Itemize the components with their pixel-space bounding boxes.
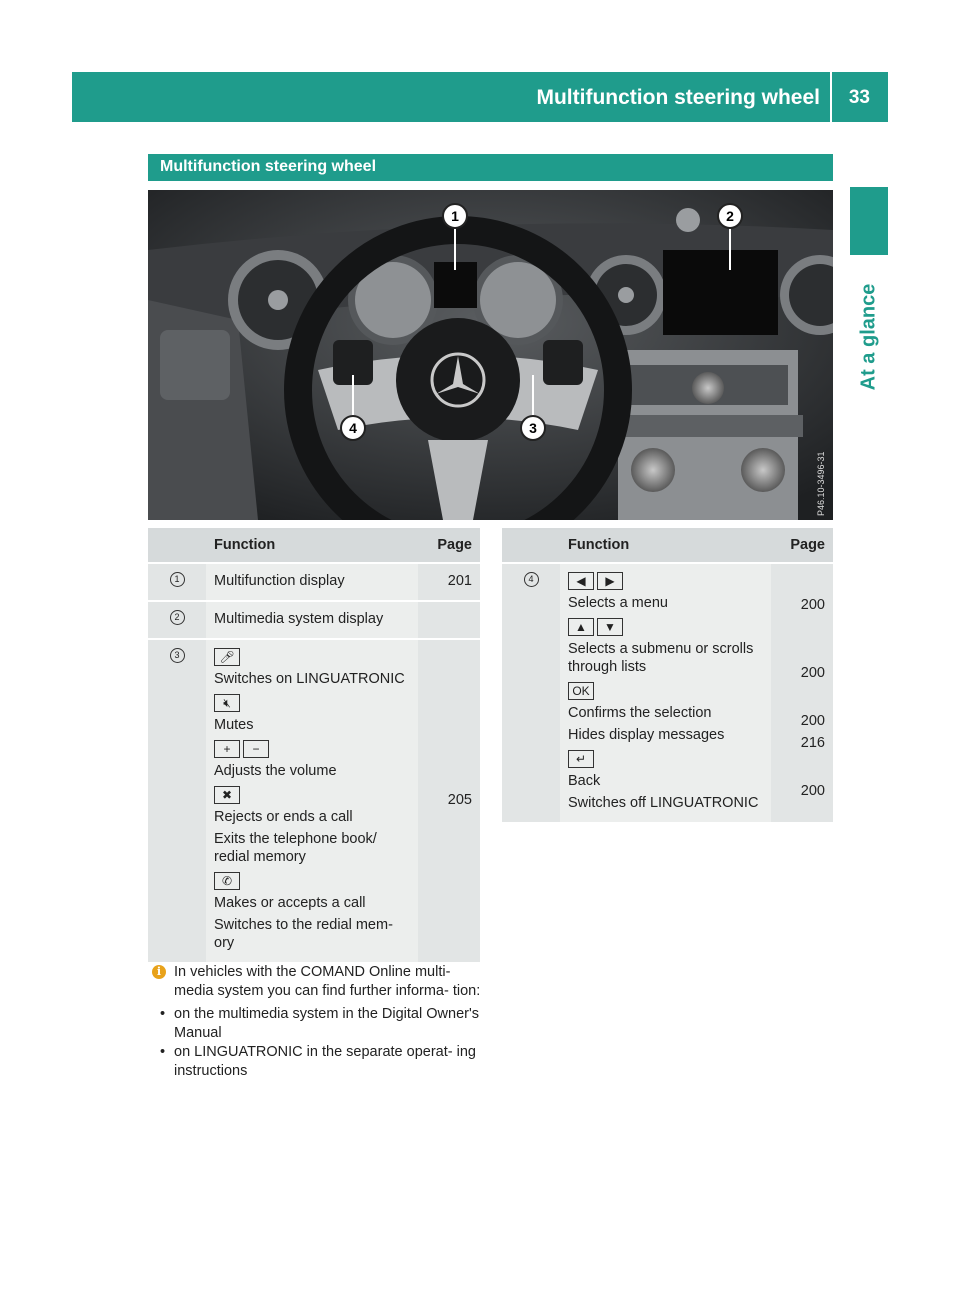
page-ref: 200 bbox=[800, 665, 825, 681]
function-text: Switches to the redial mem- ory bbox=[214, 917, 393, 951]
column-page: Page bbox=[418, 528, 480, 563]
table-row bbox=[148, 601, 480, 639]
function-text: Multimedia system display bbox=[214, 611, 384, 627]
steering-wheel-photo bbox=[148, 190, 833, 520]
function-text: Rejects or ends a call bbox=[214, 809, 353, 825]
back-icon: ↵ bbox=[568, 750, 594, 768]
info-note bbox=[152, 963, 482, 1081]
phone-icon: ✆ bbox=[214, 872, 240, 890]
table-row bbox=[148, 639, 480, 962]
photo-code: P46.10-3496-31 bbox=[816, 451, 826, 516]
page-ref: 200 bbox=[800, 783, 825, 799]
callout-2 bbox=[718, 204, 742, 228]
ok-icon: OK bbox=[568, 682, 594, 700]
note-text: In vehicles with the COMAND Online multi- media system you can find further informa- tion: bbox=[174, 964, 481, 999]
mic-icon: 🎤︎ bbox=[214, 648, 240, 666]
svg-text:2: 2 bbox=[726, 208, 734, 224]
function-text: Mutes bbox=[214, 717, 254, 733]
function-table-right bbox=[502, 528, 833, 822]
page-ref: 201 bbox=[447, 573, 472, 589]
page-ref: 200 bbox=[800, 597, 825, 613]
right-arrow-icon: ▶ bbox=[597, 572, 623, 590]
side-tab-label: At a glance bbox=[857, 283, 880, 391]
header-title: Multifunction steering wheel bbox=[536, 86, 820, 109]
left-arrow-icon: ◀ bbox=[568, 572, 594, 590]
mute-icon: 🔇︎ bbox=[214, 694, 240, 712]
function-text: Adjusts the volume bbox=[214, 763, 337, 779]
svg-text:4: 4 bbox=[349, 420, 357, 436]
header-divider bbox=[830, 72, 832, 122]
svg-text:1: 1 bbox=[451, 208, 459, 224]
function-text: Selects a menu bbox=[568, 595, 668, 611]
page-ref: 200 bbox=[800, 713, 825, 729]
info-icon: i bbox=[152, 965, 166, 979]
function-text: Hides display messages bbox=[568, 727, 725, 743]
up-arrow-icon: ▲ bbox=[568, 618, 594, 636]
page-ref: 216 bbox=[800, 735, 825, 751]
callout-3 bbox=[521, 416, 545, 440]
page-header bbox=[72, 72, 888, 122]
function-text: Confirms the selection bbox=[568, 705, 712, 721]
steering-wheel-illustration bbox=[148, 190, 833, 520]
phone-hangup-icon: ✖ bbox=[214, 786, 240, 804]
callout-1 bbox=[443, 204, 467, 228]
section-header bbox=[148, 154, 833, 181]
note-list bbox=[168, 1005, 482, 1081]
table-row bbox=[148, 563, 480, 601]
section-title: Multifunction steering wheel bbox=[160, 158, 377, 175]
callout-number: 2 bbox=[170, 610, 185, 625]
callout-number: 3 bbox=[170, 648, 185, 663]
minus-icon: − bbox=[243, 740, 269, 758]
function-text: Switches off LINGUATRONIC bbox=[568, 795, 759, 811]
callout-number: 4 bbox=[524, 572, 539, 587]
plus-icon: + bbox=[214, 740, 240, 758]
list-item: • on the multimedia system in the Digital Owner's Manual bbox=[174, 1005, 482, 1043]
callout-4 bbox=[341, 416, 365, 440]
table-row bbox=[502, 563, 833, 822]
side-tab bbox=[850, 187, 888, 255]
column-page: Page bbox=[771, 528, 833, 563]
function-text: Selects a submenu or scrolls through lists bbox=[568, 641, 754, 675]
down-arrow-icon: ▼ bbox=[597, 618, 623, 636]
svg-text:3: 3 bbox=[529, 420, 537, 436]
function-table-left bbox=[148, 528, 480, 962]
callout-number: 1 bbox=[170, 572, 185, 587]
function-text: Exits the telephone book/ redial memory bbox=[214, 831, 377, 865]
function-text: Makes or accepts a call bbox=[214, 895, 366, 911]
function-text: Switches on LINGUATRONIC bbox=[214, 671, 405, 687]
column-function: Function bbox=[560, 528, 771, 563]
page-number: 33 bbox=[848, 87, 870, 108]
list-item: • on LINGUATRONIC in the separate operat- ing instructions bbox=[174, 1043, 482, 1081]
function-text: Back bbox=[568, 773, 601, 789]
page-ref: 205 bbox=[447, 792, 472, 808]
column-function: Function bbox=[206, 528, 418, 563]
function-text: Multifunction display bbox=[214, 573, 345, 589]
